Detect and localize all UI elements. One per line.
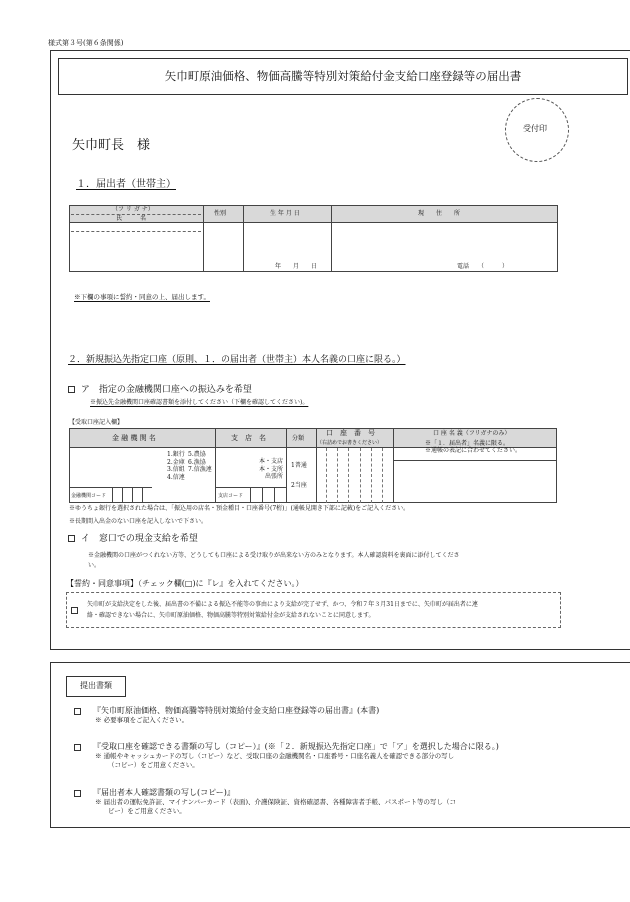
account-digit-box[interactable]: [349, 448, 360, 503]
account-box-label: 【受取口座記入欄】: [69, 419, 124, 426]
col-holder: 口 座 名 義（フリガナのみ）: [433, 430, 511, 437]
long-term-note: ※長期間入出金のない口座を記入しないで下さい。: [69, 518, 208, 525]
holder-note-2: ※通帳の表記に合わせてください。: [425, 447, 522, 454]
document-checkbox[interactable]: [74, 790, 81, 797]
account-type-regular[interactable]: 1普通: [291, 462, 307, 469]
col-divider: [393, 428, 394, 503]
account-type-current[interactable]: 2当座: [291, 482, 307, 489]
gender-input[interactable]: [205, 224, 241, 270]
code-digit-box[interactable]: [250, 487, 262, 503]
account-digit-box[interactable]: [383, 448, 393, 503]
option-a-checkbox[interactable]: [68, 386, 75, 393]
document-title: 『届出者本人確認書類の写し(コピー)』: [93, 788, 235, 797]
code-digit-box[interactable]: [132, 487, 142, 503]
furigana-input[interactable]: [72, 224, 200, 230]
account-digit-box[interactable]: [338, 448, 349, 503]
document-note: ※ 届出者の運転免許証、マイナンバーカード（表面)、介護保険証、資格確認書、各種障害者手帳、パスポート等の写し（コ: [95, 798, 457, 807]
col-branch: 支 店 名: [231, 434, 266, 442]
option-a-label: ア 指定の金融機関口座への振込みを希望: [80, 385, 252, 395]
branch-name-input[interactable]: [217, 450, 253, 486]
document-item: [74, 742, 594, 769]
account-digit-box[interactable]: [361, 448, 372, 503]
option-b-row[interactable]: [68, 534, 198, 546]
col-divider: [286, 428, 287, 503]
phone-input[interactable]: 電話 （ ）: [457, 263, 509, 270]
document-item: [74, 706, 594, 725]
pledge-checkbox[interactable]: [71, 607, 78, 614]
receipt-stamp-label: 受付印: [523, 124, 547, 133]
col-divider: [331, 205, 332, 272]
pledge-text-1: 矢巾町が支給決定をした後、届出書の不備による振込不能等の事由により支給が完了せず、かつ、令和７年３月31日までに、矢巾町が届出者に連: [87, 601, 478, 608]
option-a-row[interactable]: [68, 385, 252, 397]
pledge-box: [66, 592, 561, 628]
account-number-boxes[interactable]: [316, 448, 393, 503]
col-type: 分類: [292, 435, 305, 442]
furigana-label: （フ リ ガ ナ）: [112, 206, 154, 213]
documents-heading-box: [66, 676, 126, 697]
option-b-note-2: い。: [88, 562, 101, 569]
bank-code-boxes[interactable]: [112, 487, 152, 503]
col-number: 口 座 番 号: [326, 429, 375, 437]
code-digit-box[interactable]: [122, 487, 132, 503]
name-divider: [71, 231, 201, 232]
branch-code-boxes[interactable]: [250, 487, 286, 503]
col-number-sub: （右詰めでお書きください）: [317, 440, 383, 446]
account-digit-box[interactable]: [316, 448, 327, 503]
document-checkbox[interactable]: [74, 744, 81, 751]
option-a-note: ※振込先金融機関口座確認書類を添付してください（下欄を確認してください)。: [90, 399, 309, 406]
col-divider: [243, 205, 244, 272]
account-digit-box[interactable]: [327, 448, 338, 503]
form-number: 様式第３号(第６条関係): [48, 39, 124, 47]
documents-heading: 提出書類: [80, 681, 112, 691]
name-input[interactable]: [72, 233, 200, 269]
holder-note-1: ※「１．届出者」名義に限る。: [425, 440, 510, 447]
col-divider: [215, 428, 216, 503]
yucho-note: ※ゆうちょ銀行を選択された場合は、「振込用の店名・預金種目・口座番号(7桁)」(通帳見開き下部に記載)をご記入ください。: [69, 505, 410, 512]
option-b-checkbox[interactable]: [68, 535, 75, 542]
bank-types-col1: 1.銀行 2.金庫 3.信組 4.信連: [167, 451, 185, 481]
consent-note: ※下欄の事項に誓約・同意の上、届出します。: [74, 293, 210, 301]
code-digit-box[interactable]: [274, 487, 286, 503]
pledge-heading: 【誓約・同意事項】（チェック欄(□)に『レ』を入れてください。）: [66, 579, 304, 588]
col-divider: [203, 205, 204, 272]
document-title: 『受取口座を確認できる書類の写し（コピー）』(※「２．新規振込先指定口座」で「ア」を選択した場合に限る。): [93, 742, 499, 751]
document-note: ※ 必要事項をご記入ください。: [95, 716, 189, 725]
branch-types: 本・支店 本・支所 出張所: [258, 458, 283, 480]
account-digit-box[interactable]: [372, 448, 383, 503]
branch-code-label: 支店コード: [218, 493, 244, 499]
document-title: 『矢巾町原油価格、物価高騰等特別対策給付金支給口座登録等の届出書』(本書): [93, 706, 380, 715]
pledge-text-2: 絡・確認できない場合に、矢巾町原油価格、物価高騰等特別対策給付金が支給されないことに同意します。: [87, 612, 375, 619]
holder-divider: [393, 460, 557, 461]
code-digit-box[interactable]: [262, 487, 274, 503]
option-b-label: イ 窓口での現金支給を希望: [80, 534, 198, 544]
document-note: （コピー）をご用意ください。: [108, 760, 199, 769]
holder-input[interactable]: [396, 462, 554, 500]
address-input[interactable]: [333, 224, 555, 260]
gender-label: 性別: [214, 210, 227, 217]
document-note: ※ 通帳やキャッシュカードの写し（コピー）など、受取口座の金融機関名・口座番号・口座名義人を確認できる部分の写し: [95, 752, 455, 761]
name-label: 氏 名: [116, 215, 147, 222]
document-note: ピー）をご用意ください。: [108, 806, 186, 815]
bank-name-input[interactable]: [71, 450, 165, 486]
bank-types-col2: 5.農協 6.漁協 7.信漁連: [188, 451, 212, 473]
bank-code-label: 金融機関コード: [71, 493, 107, 499]
addressee: 矢巾町長 様: [72, 138, 151, 153]
section2-heading: ２．新規振込先指定口座（原則、１．の届出者（世帯主）本人名義の口座に限る。）: [68, 355, 406, 365]
dob-input[interactable]: 年 月 日: [275, 263, 318, 270]
option-b-note-1: ※金融機関の口座がつくれない方等、どうしても口座による受け取りが出来ない方のみとなります。本人確認資料を裏面に添付してくださ: [88, 552, 460, 559]
code-digit-box[interactable]: [112, 487, 122, 503]
document-item: [74, 788, 594, 815]
code-digit-box[interactable]: [142, 487, 152, 503]
dob-label: 生 年 月 日: [270, 210, 300, 217]
document-checkbox[interactable]: [74, 708, 81, 715]
address-label: 現 住 所: [418, 210, 461, 217]
col-bank: 金 融 機 関 名: [112, 434, 156, 442]
title-bar: [58, 58, 628, 95]
form-title: 矢巾町原油価格、物価高騰等特別対策給付金支給口座登録等の届出書: [164, 69, 522, 84]
section1-heading: １．届出者（世帯主）: [76, 179, 176, 190]
